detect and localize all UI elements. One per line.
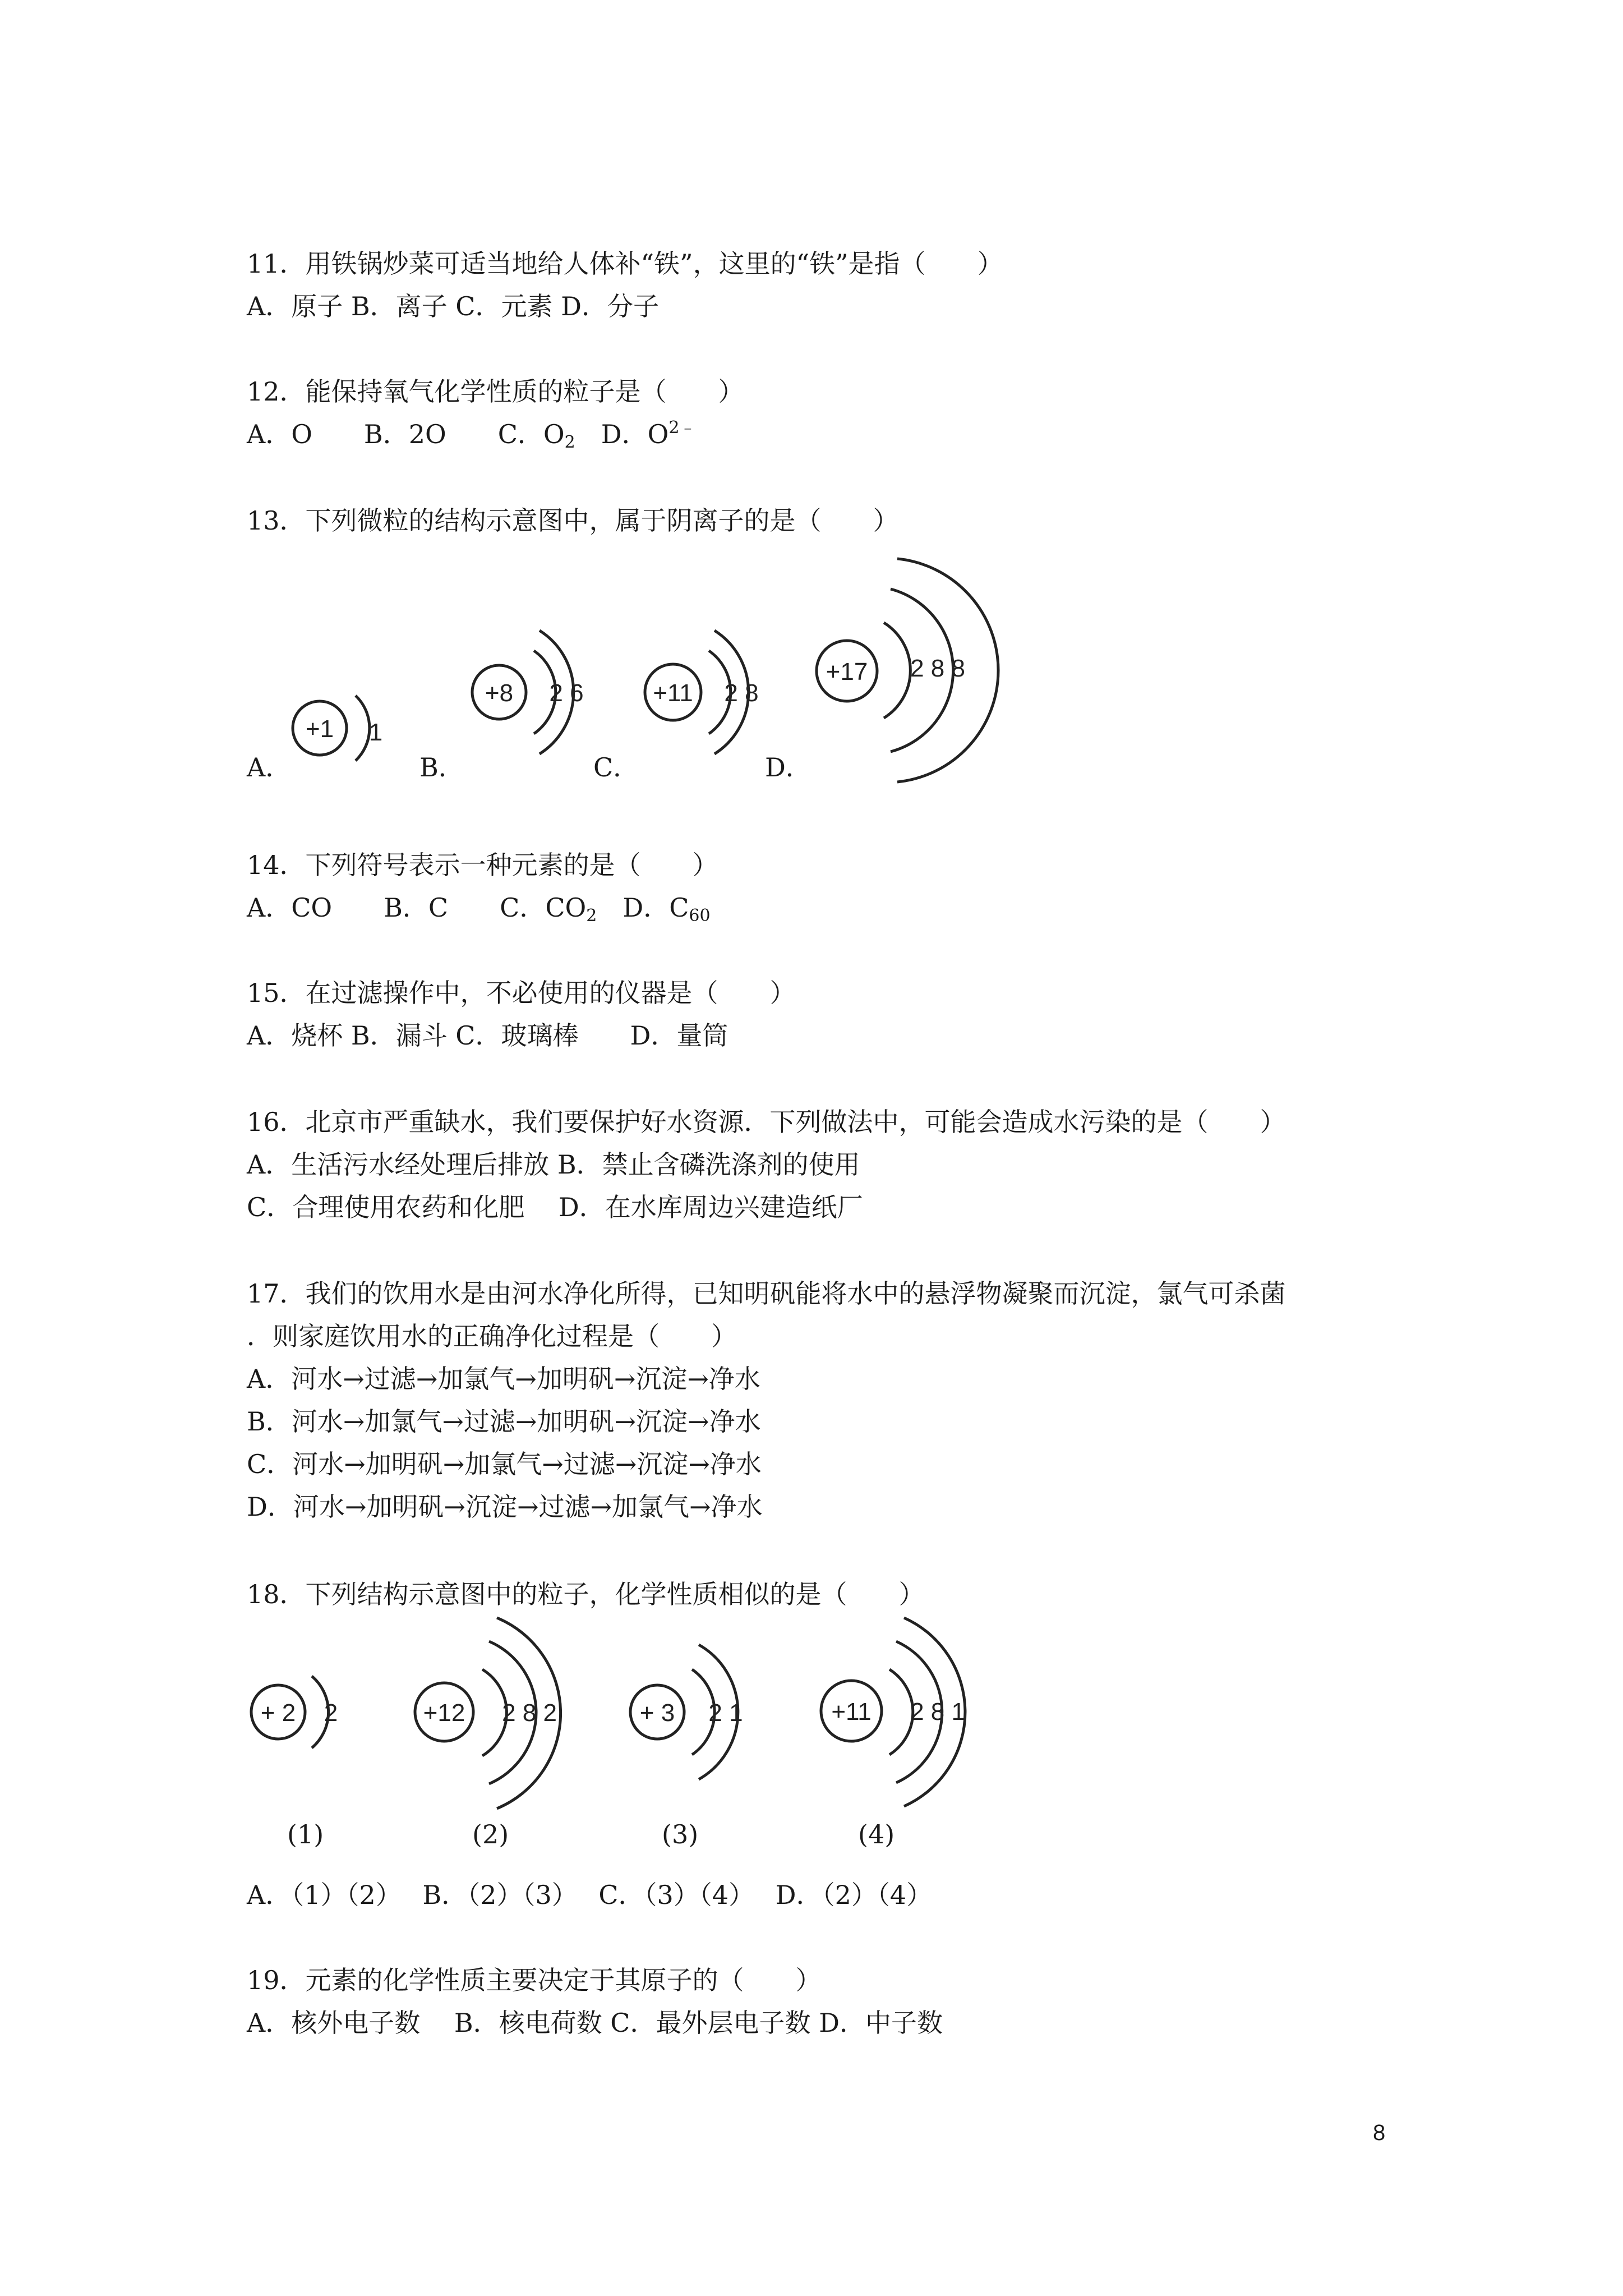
electron-label: 2 [324,1699,338,1727]
q17-option-d: D．河水→加明矾→沉淀→过滤→加氯气→净水 [247,1492,763,1522]
electron-label: 2 6 [549,679,584,707]
q18-label-3: (3) [662,1819,699,1849]
q16-stem: 16．北京市严重缺水，我们要保护好水资源．下列做法中，可能会造成水污染的是（ ） [247,1107,1286,1137]
q13-label-d: D． [765,752,811,783]
q12-stem: 12．能保持氧气化学性质的粒子是（ ） [247,376,744,407]
nucleus-label: +17 [826,658,868,685]
q13-diagram-c [634,623,780,769]
q13-label-b: B． [419,752,464,783]
electron-label: 2 1 [708,1699,743,1727]
q13-stem: 13．下列微粒的结构示意图中，属于阴离子的是（ ） [247,505,899,536]
q13-diagram-d [808,555,993,785]
nucleus-label: + 2 [260,1699,296,1727]
nucleus-label: +11 [653,679,693,707]
nucleus-label: +1 [305,715,334,743]
nucleus-label: +8 [485,679,514,707]
q13-label-a: A． [247,752,292,783]
q17-option-a: A．河水→过滤→加氯气→加明矾→沉淀→净水 [247,1364,760,1394]
electron-label: 2 8 8 [910,655,965,682]
q18-diagram-3 [623,1638,768,1784]
q19-stem: 19．元素的化学性质主要决定于其原子的（ ） [247,1965,822,1995]
q11-stem: 11．用铁锅炒菜可适当地给人体补“铁”，这里的“铁”是指（ ） [247,249,1003,279]
q14-stem: 14．下列符号表示一种元素的是（ ） [247,850,718,880]
q18-diagram-2 [409,1616,578,1818]
q18-label-2: (2) [472,1819,509,1849]
q18-stem: 18．下列结构示意图中的粒子，化学性质相似的是（ ） [247,1579,925,1609]
q13-diagram-b [460,623,606,769]
nucleus-label: +11 [831,1698,872,1726]
q13-label-c: C． [593,752,639,783]
q13-diagram-a [286,690,409,780]
electron-label: 1 [368,719,383,746]
q14-options: A．CO B．C C．$CO_2$ D．$C_{60}$ [247,892,711,926]
q19-options: A．核外电子数 B．核电荷数 C．最外层电子数 D．中子数 [247,2008,943,2038]
q15-options: A．烧杯 B．漏斗 C．玻璃棒 D．量筒 [247,1020,728,1051]
q16-options-line1: A．生活污水经处理后排放 B．禁止含磷洗涤剂的使用 [247,1149,860,1180]
q17-stem-line1: 17．我们的饮用水是由河水净化所得，已知明矾能将水中的悬浮物凝聚而沉淀，氯气可杀菌 [247,1278,1286,1309]
q18-diagram-4 [817,1616,985,1818]
electron-label: 2 8 1 [910,1698,965,1726]
q18-options: A．（1）（2） B．（2）（3） C．（3）（4） D．（2）（4） [247,1880,933,1910]
q18-label-1: (1) [287,1819,324,1849]
q11-options: A．原子 B．离子 C．元素 D．分子 [247,291,659,321]
q17-option-c: C．河水→加明矾→加氯气→过滤→沉淀→净水 [247,1449,762,1479]
q16-options-line2: C．合理使用农药和化肥 D．在水库周边兴建造纸厂 [247,1192,863,1222]
page-number: 8 [1373,2120,1386,2145]
q18-label-4: (4) [858,1819,895,1849]
q12-options: A．O B．2O C．$O_2$ D．$O^{2﹣}$ [247,418,697,452]
q17-option-b: B．河水→加氯气→过滤→加明矾→沉淀→净水 [247,1406,761,1437]
q15-stem: 15．在过滤操作中，不必使用的仪器是（ ） [247,978,796,1008]
q18-diagram-1 [247,1660,359,1773]
electron-label: 2 8 [724,679,759,707]
nucleus-label: +12 [423,1699,465,1727]
electron-label: 2 8 2 [502,1699,557,1727]
nucleus-label: + 3 [639,1699,675,1727]
q17-stem-line2: ．则家庭饮用水的正确净化过程是（ ） [247,1321,737,1351]
